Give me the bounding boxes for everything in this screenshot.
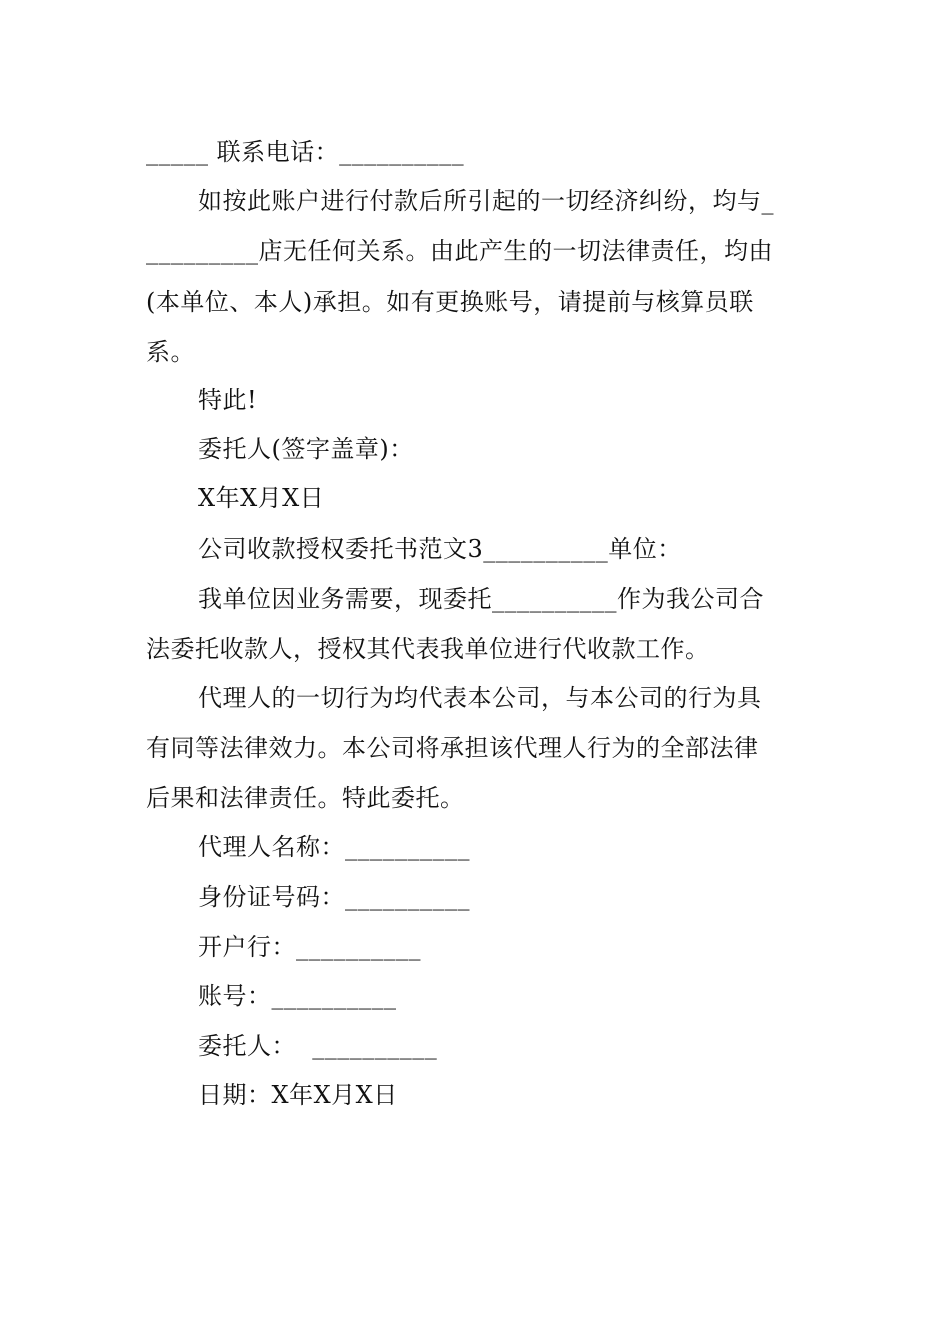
paragraph-line: (本单位、本人)承担。如有更换账号，请提前与核算员联: [146, 288, 754, 316]
signature-line: 委托人(签字盖章)：: [198, 435, 414, 463]
paragraph-line: 如按此账户进行付款后所引起的一切经济纠纷，均与_: [198, 187, 774, 215]
contact-phone-line: _____ 联系电话：__________: [146, 138, 465, 166]
paragraph-line: 有同等法律效力。本公司将承担该代理人行为的全部法律: [146, 734, 759, 762]
closing-text: 特此!: [198, 386, 258, 414]
date-field: 日期：X年X月X日: [198, 1081, 398, 1109]
principal-field: 委托人： __________: [198, 1032, 438, 1060]
paragraph-line: 我单位因业务需要，现委托__________作为我公司合: [198, 585, 764, 613]
agent-name-field: 代理人名称：__________: [198, 833, 470, 861]
section-title: 公司收款授权委托书范文3__________单位：: [198, 535, 682, 563]
bank-field: 开户行：__________: [198, 933, 421, 961]
paragraph-line: 系。: [146, 338, 195, 366]
paragraph-line: 代理人的一切行为均代表本公司，与本公司的行为具: [198, 684, 762, 712]
id-number-field: 身份证号码：__________: [198, 883, 470, 911]
paragraph-line: _________店无任何关系。由此产生的一切法律责任，均由: [146, 237, 773, 265]
account-field: 账号：__________: [198, 982, 397, 1010]
paragraph-line: 法委托收款人，授权其代表我单位进行代收款工作。: [146, 635, 710, 663]
date-line: X年X月X日: [198, 484, 325, 512]
paragraph-line: 后果和法律责任。特此委托。: [146, 784, 465, 812]
